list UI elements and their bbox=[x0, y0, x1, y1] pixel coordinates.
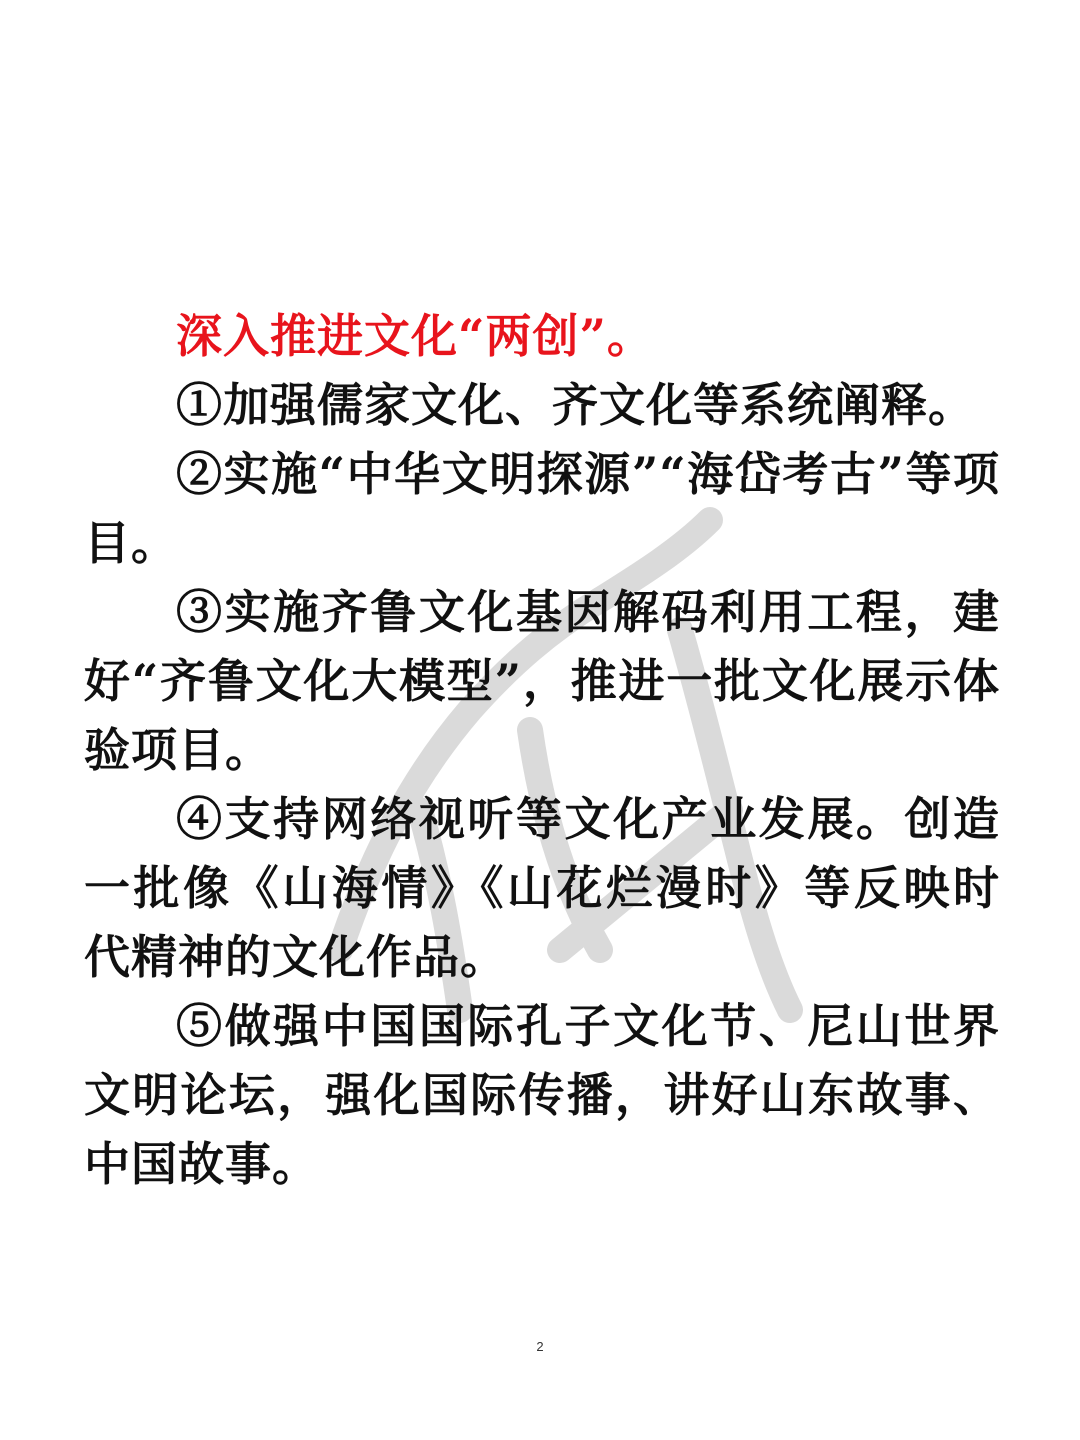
paragraph-2: ②实施“中华文明探源”“海岱考古”等项目。 bbox=[84, 447, 1000, 570]
paragraph-5: ⑤做强中国国际孔子文化节、尼山世界文明论坛，强化国际传播，讲好山东故事、中国故事。 bbox=[84, 999, 1000, 1191]
paragraph-1: ①加强儒家文化、齐文化等系统阐释。 bbox=[176, 378, 975, 432]
document-body bbox=[84, 302, 1000, 1199]
section-heading: 深入推进文化“两创”。 bbox=[176, 309, 654, 363]
paragraph-4: ④支持网络视听等文化产业发展。创造一批像《山海情》《山花烂漫时》等反映时代精神的文化作品。 bbox=[84, 792, 1000, 984]
page-number: 2 bbox=[536, 1339, 544, 1354]
paragraph-3: ③实施齐鲁文化基因解码利用工程，建好“齐鲁文化大模型”，推进一批文化展示体验项目。 bbox=[84, 585, 1000, 777]
